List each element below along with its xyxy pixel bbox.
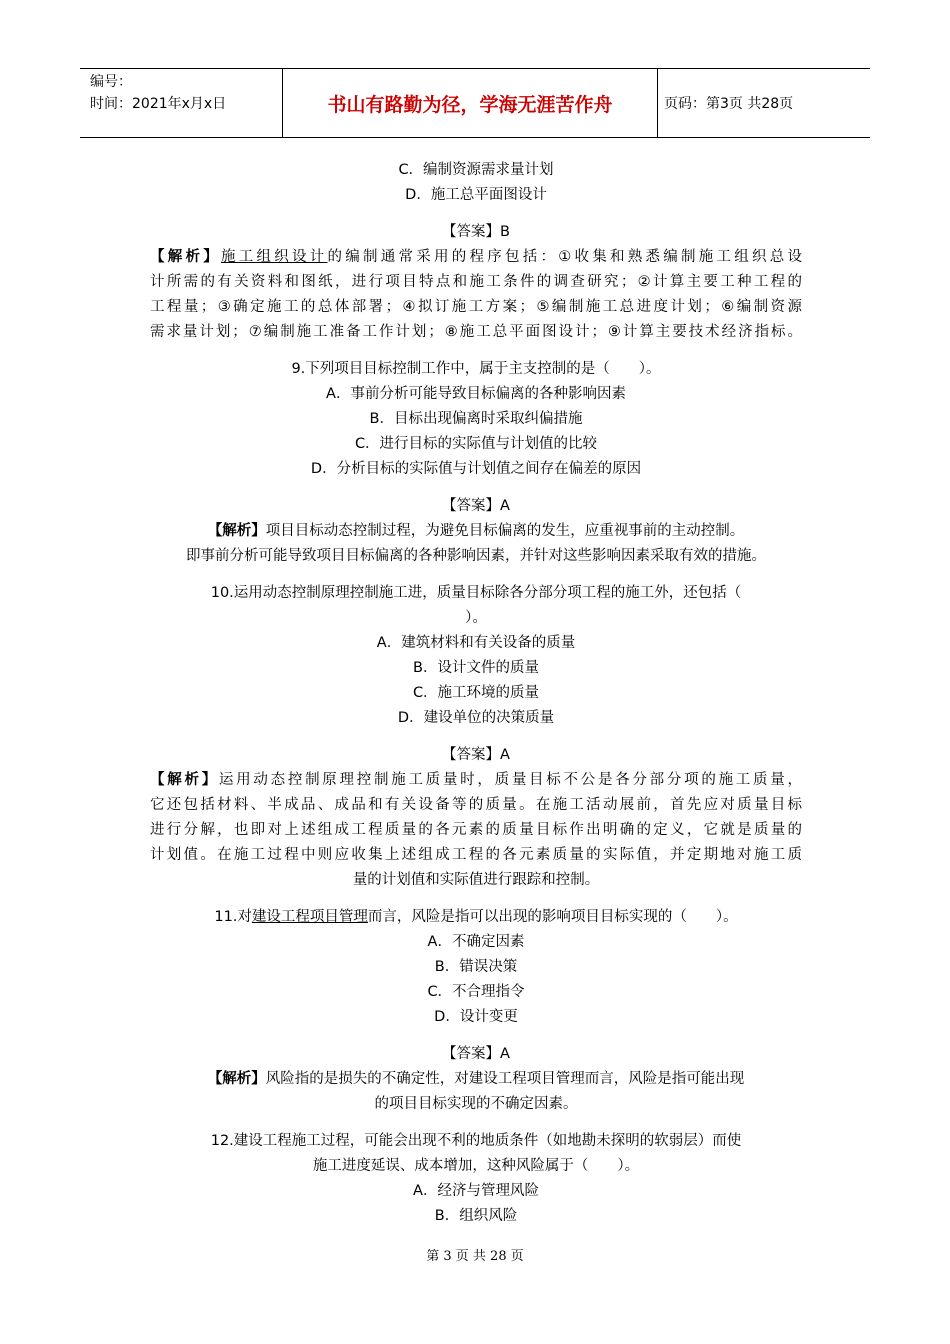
q11-option-b: B．错误决策 bbox=[434, 959, 518, 975]
q8-analysis-line: 工程量；③确定施工的总体部署；④拟订施工方案；⑤编制施工总进度计划；⑥编制资源 bbox=[150, 299, 802, 315]
q10-option-c: C．施工环境的质量 bbox=[412, 685, 540, 701]
q8-analysis-line bbox=[150, 245, 802, 270]
q12-question: 12.建设工程施工过程，可能会出现不利的地质条件（如地勘未探明的软弱层）而使 bbox=[210, 1133, 742, 1149]
question-prefix: 11.对 bbox=[214, 909, 252, 925]
analysis-text: 的编制通常采用的程序包括：①收集和熟悉编制施工组织总设 bbox=[327, 249, 802, 265]
header-motto: 书山有路勤为径，学海无涯苦作舟 bbox=[327, 93, 613, 116]
page-footer: 第 3 页 共 28 页 bbox=[426, 1249, 524, 1264]
analysis-text: 运用动态控制原理控制施工质量时，质量目标不公是各分部分项的施工质量， bbox=[218, 772, 802, 788]
analysis-text: 风险指的是损失的不确定性，对建设工程项目管理而言，风险是指可能出现 bbox=[265, 1071, 745, 1087]
analysis-tag: 【解析】 bbox=[207, 523, 266, 539]
q10-analysis-line: 它还包括材料、半成品、成品和有关设备等的质量。在施工活动展前，首先应对质量目标 bbox=[150, 797, 802, 813]
q10-option-b: B．设计文件的质量 bbox=[413, 660, 539, 676]
q10-answer: 【答案】A bbox=[442, 747, 510, 763]
q10-option-a: A．建筑材料和有关设备的质量 bbox=[376, 635, 576, 651]
analysis-tag: 【解析】 bbox=[207, 1071, 266, 1087]
q10-question-cont: ）。 bbox=[465, 610, 487, 626]
q9-option-d: D．分析目标的实际值与计划值之间存在偏差的原因 bbox=[310, 461, 642, 477]
q9-question: 9.下列项目目标控制工作中，属于主支控制的是（ ）。 bbox=[291, 361, 661, 377]
q9-analysis-line bbox=[150, 519, 802, 544]
link-construction-design[interactable]: 施工组织设计 bbox=[221, 249, 328, 265]
header-divider bbox=[657, 69, 658, 137]
q10-analysis-line: 进行分解，也即对上述组成工程质量的各元素的质量目标作出明确的定义，它就是质量的 bbox=[150, 822, 802, 838]
header-number-label: 编号： bbox=[90, 74, 132, 90]
q8-analysis-line: 计所需的有关资料和图纸，进行项目特点和施工条件的调查研究；②计算主要工种工程的 bbox=[150, 274, 802, 290]
q9-option-b: B．目标出现偏离时采取纠偏措施 bbox=[369, 411, 583, 427]
page-header bbox=[80, 68, 870, 138]
q10-question: 10.运用动态控制原理控制施工进，质量目标除各分部分项工程的施工外，还包括（ bbox=[210, 585, 742, 601]
q12-question-cont: 施工进度延误、成本增加，这种风险属于（ ）。 bbox=[312, 1158, 640, 1174]
q10-option-d: D．建设单位的决策质量 bbox=[397, 710, 555, 726]
q11-option-d: D．设计变更 bbox=[434, 1009, 518, 1025]
q11-option-a: A．不确定因素 bbox=[427, 934, 525, 950]
analysis-tag: 【解析】 bbox=[150, 249, 221, 265]
q12-option-b: B．组织风险 bbox=[434, 1208, 518, 1224]
analysis-tag: 【解析】 bbox=[150, 772, 219, 788]
q11-question bbox=[150, 905, 802, 930]
analysis-text: 项目目标动态控制过程，为避免目标偏离的发生，应重视事前的主动控制。 bbox=[265, 523, 745, 539]
q10-analysis-line: 量的计划值和实际值进行跟踪和控制。 bbox=[352, 872, 600, 888]
q12-option-a: A．经济与管理风险 bbox=[413, 1183, 539, 1199]
document-body bbox=[150, 158, 802, 1229]
q8-option-d: D．施工总平面图设计 bbox=[405, 187, 547, 203]
q9-answer: 【答案】A bbox=[442, 498, 510, 514]
link-project-management[interactable]: 建设工程项目管理 bbox=[251, 909, 368, 925]
q8-option-c: C．编制资源需求量计划 bbox=[398, 162, 554, 178]
q8-analysis-line: 需求量计划；⑦编制施工准备工作计划；⑧施工总平面图设计；⑨计算主要技术经济指标。 bbox=[150, 324, 802, 340]
q11-option-c: C．不合理指令 bbox=[427, 984, 525, 1000]
q9-option-c: C．进行目标的实际值与计划值的比较 bbox=[354, 436, 598, 452]
header-page-info: 页码：第3页 共28页 bbox=[664, 96, 794, 112]
q11-answer: 【答案】A bbox=[442, 1046, 510, 1062]
q10-analysis-line bbox=[150, 768, 802, 793]
q11-analysis-line bbox=[150, 1067, 802, 1092]
q11-analysis-line: 的项目目标实现的不确定因素。 bbox=[374, 1096, 578, 1112]
question-text: 而言，风险是指可以出现的影响项目目标实现的（ ）。 bbox=[367, 909, 738, 925]
header-meta bbox=[90, 71, 285, 115]
q10-analysis-line: 计划值。在施工过程中则应收集上述组成工程的各元素质量的实际值，并定期地对施工质 bbox=[150, 847, 802, 863]
header-time-label: 时间：2021年x月x日 bbox=[90, 96, 227, 112]
q9-analysis-line: 即事前分析可能导致项目目标偏离的各种影响因素，并针对这些影响因素采取有效的措施。 bbox=[186, 548, 766, 564]
q9-option-a: A．事前分析可能导致目标偏离的各种影响因素 bbox=[326, 386, 626, 402]
q8-answer: 【答案】B bbox=[442, 224, 510, 240]
